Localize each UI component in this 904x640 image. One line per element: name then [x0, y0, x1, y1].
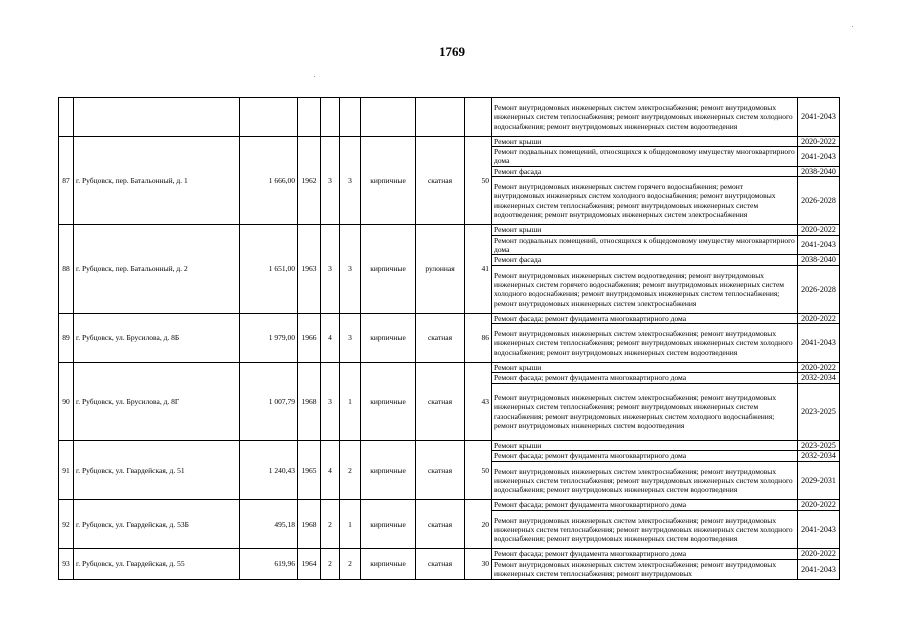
wall-material: кирпичные [361, 362, 416, 440]
row-number: 88 [59, 225, 74, 314]
entrance-count: 3 [340, 136, 361, 225]
floor-count: 3 [321, 225, 340, 314]
row-number: 90 [59, 362, 74, 440]
build-year: 1964 [298, 549, 321, 579]
work-period: 2038-2040 [798, 166, 840, 176]
roof-type: скатная [416, 136, 465, 225]
scan-dot [852, 26, 853, 27]
address: г. Рубцовск, пер. Батальонный, д. 2 [74, 225, 240, 314]
work-period: 2020-2022 [798, 225, 840, 235]
work-period: 2026-2028 [798, 265, 840, 313]
apartments-cell [465, 98, 492, 137]
roof-type: рулонная [416, 225, 465, 314]
floor-count: 2 [321, 500, 340, 549]
build-year: 1968 [298, 362, 321, 440]
work-description: Ремонт крыши [492, 441, 798, 451]
wall-material: кирпичные [361, 549, 416, 579]
work-description: Ремонт крыши [492, 225, 798, 235]
wall-material: кирпичные [361, 441, 416, 500]
work-period: 2041-2043 [798, 147, 840, 167]
work-description: Ремонт крыши [492, 136, 798, 146]
row-number: 93 [59, 549, 74, 579]
wall-material: кирпичные [361, 136, 416, 225]
work-period: 2032-2034 [798, 373, 840, 383]
address: г. Рубцовск, пер. Батальонный, д. 1 [74, 136, 240, 225]
floor-count: 3 [321, 362, 340, 440]
table-row [59, 313, 840, 323]
table-row [59, 136, 840, 146]
build-year: 1963 [298, 225, 321, 314]
apartment-count: 50 [465, 136, 492, 225]
apartment-count: 30 [465, 549, 492, 579]
roof-type: скатная [416, 500, 465, 549]
row-number: 89 [59, 313, 74, 362]
address: г. Рубцовск, ул. Брусилова, д. 8Б [74, 313, 240, 362]
address-cell [74, 98, 240, 137]
entrance-count: 3 [340, 313, 361, 362]
work-description: Ремонт внутридомовых инженерных систем электроснабжения; ремонт внутридомовых инженерных систем теплоснабжения; ремонт внутридомовых [492, 559, 798, 579]
work-period: 2020-2022 [798, 362, 840, 372]
total-area: 1 979,00 [240, 313, 298, 362]
floor-count: 4 [321, 441, 340, 500]
apartment-count: 43 [465, 362, 492, 440]
total-area: 619,96 [240, 549, 298, 579]
work-description: Ремонт фасада; ремонт фундамента многоквартирного дома [492, 549, 798, 559]
entrance-count: 3 [340, 225, 361, 314]
roof-type: скатная [416, 441, 465, 500]
work-description: Ремонт крыши [492, 362, 798, 372]
total-area: 1 666,00 [240, 136, 298, 225]
total-area: 1 240,43 [240, 441, 298, 500]
work-period: 2041-2043 [798, 324, 840, 363]
apartment-count: 86 [465, 313, 492, 362]
work-period: 2041-2043 [798, 510, 840, 549]
row-number: 91 [59, 441, 74, 500]
work-period: 2020-2022 [798, 549, 840, 559]
table-row [59, 549, 840, 559]
work-description: Ремонт внутридомовых инженерных систем горячего водоснабжения; ремонт внутридомовых инженерных систем холодного водоснабжения; ремонт внутридомовых инженерных систем теплоснабжения; ремонт внутридомовых инженерных систем водоотведения; ремонт внутридомовых инженерных систем электроснабжения [492, 177, 798, 225]
entrance-count: 2 [340, 441, 361, 500]
wall-material: кирпичные [361, 225, 416, 314]
apartment-count: 41 [465, 225, 492, 314]
work-description: Ремонт фасада [492, 255, 798, 265]
floor-count: 3 [321, 136, 340, 225]
roof-type: скатная [416, 549, 465, 579]
work-description: Ремонт внутридомовых инженерных систем электроснабжения; ремонт внутридомовых инженерных систем теплоснабжения; ремонт внутридомовых инженерных систем холодного водоснабжения; ремонт внутридомовых инженерных систем водоотведения [492, 324, 798, 363]
num-cell [59, 98, 74, 137]
year-cell [298, 98, 321, 137]
table-row [59, 362, 840, 372]
floor-count: 2 [321, 549, 340, 579]
work-description: Ремонт внутридомовых инженерных систем электроснабжения; ремонт внутридомовых инженерных систем теплоснабжения; ремонт внутридомовых инженерных систем холодного водоснабжения; ремонт внутридомовых инженерных систем водоотведения [492, 510, 798, 549]
work-period: 2029-2031 [798, 461, 840, 500]
work-description: Ремонт фасада; ремонт фундамента многоквартирного дома [492, 373, 798, 383]
work-description: Ремонт внутридомовых инженерных систем электроснабжения; ремонт внутридомовых инженерных систем теплоснабжения; ремонт внутридомовых инженерных систем холодного водоснабжения; ремонт внутридомовых инженерных систем водоотведения [492, 461, 798, 500]
work-period: 2041-2043 [798, 235, 840, 255]
capital-repair-table [58, 97, 840, 580]
floors-cell [321, 98, 340, 137]
work-description: Ремонт подвальных помещений, относящихся к общедомовому имуществу многоквартирного дома [492, 235, 798, 255]
work-period: 2020-2022 [798, 313, 840, 323]
table-row-continuation [59, 98, 840, 137]
row-number: 92 [59, 500, 74, 549]
table-body [59, 98, 840, 580]
work-period: 2020-2022 [798, 500, 840, 510]
work-period: 2020-2022 [798, 136, 840, 146]
address: г. Рубцовск, ул. Гвардейская, д. 51 [74, 441, 240, 500]
floor-count: 4 [321, 313, 340, 362]
work-period: 2041-2043 [798, 98, 840, 137]
work-period: 2038-2040 [798, 255, 840, 265]
build-year: 1962 [298, 136, 321, 225]
area-cell [240, 98, 298, 137]
work-period: 2023-2025 [798, 383, 840, 440]
row-number: 87 [59, 136, 74, 225]
work-description: Ремонт фасада; ремонт фундамента многоквартирного дома [492, 500, 798, 510]
scan-dot [314, 76, 315, 77]
entrance-count: 2 [340, 549, 361, 579]
build-year: 1965 [298, 441, 321, 500]
page-number: 1769 [439, 44, 465, 59]
apartment-count: 20 [465, 500, 492, 549]
apartment-count: 50 [465, 441, 492, 500]
entrance-count: 1 [340, 362, 361, 440]
table-row [59, 225, 840, 235]
total-area: 1 651,00 [240, 225, 298, 314]
entrances-cell [340, 98, 361, 137]
build-year: 1968 [298, 500, 321, 549]
walls-cell [361, 98, 416, 137]
address: г. Рубцовск, ул. Гвардейская, д. 53Б [74, 500, 240, 549]
roof-cell [416, 98, 465, 137]
work-period: 2026-2028 [798, 177, 840, 225]
roof-type: скатная [416, 362, 465, 440]
table-row [59, 441, 840, 451]
address: г. Рубцовск, ул. Брусилова, д. 8Г [74, 362, 240, 440]
work-period: 2041-2043 [798, 559, 840, 579]
work-description: Ремонт внутридомовых инженерных систем водоотведения; ремонт внутридомовых инженерных систем горячего водоснабжения; ремонт внутридомовых инженерных систем холодного водоснабжения; ремонт внутридомовых инженерных систем теплоснабжения; ремонт внутридомовых инженерных систем электроснабжения [492, 265, 798, 313]
wall-material: кирпичные [361, 500, 416, 549]
work-description: Ремонт фасада; ремонт фундамента многоквартирного дома [492, 313, 798, 323]
entrance-count: 1 [340, 500, 361, 549]
work-description: Ремонт внутридомовых инженерных систем электроснабжения; ремонт внутридомовых инженерных систем теплоснабжения; ремонт внутридомовых инженерных систем холодного водоснабжения; ремонт внутридомовых инженерных систем водоотведения [492, 98, 798, 137]
work-description: Ремонт подвальных помещений, относящихся к общедомовому имуществу многоквартирного дома [492, 147, 798, 167]
build-year: 1966 [298, 313, 321, 362]
work-description: Ремонт фасада; ремонт фундамента многоквартирного дома [492, 451, 798, 461]
total-area: 495,18 [240, 500, 298, 549]
table-row [59, 500, 840, 510]
work-description: Ремонт внутридомовых инженерных систем электроснабжения; ремонт внутридомовых инженерных систем теплоснабжения; ремонт внутридомовых инженерных систем газоснабжения; ремонт внутридомовых инженерных систем холодного водоснабжения; ремонт внутридомовых инженерных систем водоотведения [492, 383, 798, 440]
work-period: 2023-2025 [798, 441, 840, 451]
roof-type: скатная [416, 313, 465, 362]
wall-material: кирпичные [361, 313, 416, 362]
address: г. Рубцовск, ул. Гвардейская, д. 55 [74, 549, 240, 579]
work-period: 2032-2034 [798, 451, 840, 461]
total-area: 1 007,79 [240, 362, 298, 440]
work-description: Ремонт фасада [492, 166, 798, 176]
